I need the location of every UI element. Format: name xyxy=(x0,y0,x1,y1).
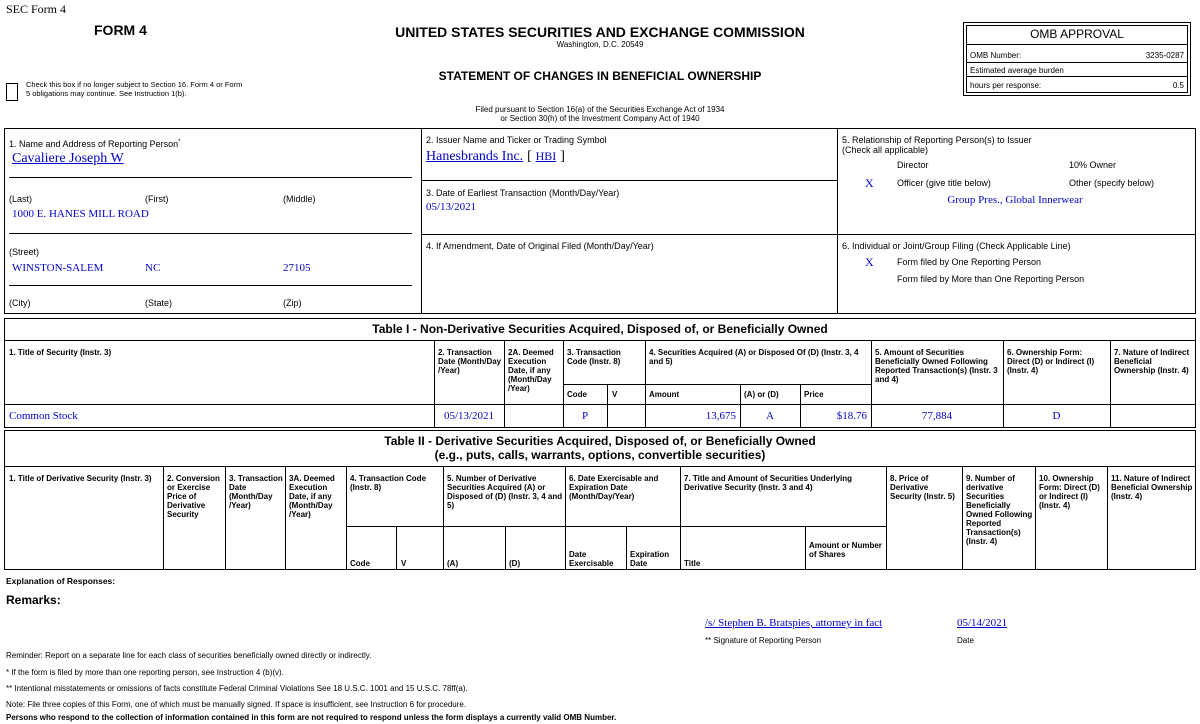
t1-h-amount-owned: 5. Amount of Securities Beneficially Owned Following Reported Transaction(s) (Instr. 3 and 4) xyxy=(875,348,998,384)
agency-address: Washington, D.C. 20549 xyxy=(556,40,644,49)
relationship-label: 5. Relationship of Reporting Person(s) to Issuer xyxy=(842,135,1032,145)
t1-h-code: 3. Transaction Code (Instr. 8) xyxy=(567,348,621,366)
omb-number-label: OMB Number: xyxy=(970,51,1022,60)
note-copies: Note: File three copies of this Form, one of which must be manually signed. If space is insufficient, see Instruction 6 for procedure. xyxy=(6,700,467,709)
note-misstatements: ** Intentional misstatements or omissions of facts constitute Federal Criminal Violations See 18 U.S.C. 1001 and 15 U.S.C. 78ff(a). xyxy=(6,684,468,693)
reporting-person-label: 1. Name and Address of Reporting Person* xyxy=(9,139,181,149)
reporting-person-name-link[interactable]: Cavaliere Joseph W xyxy=(12,151,124,166)
first-label: (First) xyxy=(145,194,169,204)
amendment-label: 4. If Amendment, Date of Original Filed (Month/Day/Year) xyxy=(426,241,654,251)
t2-sub-exercisable: Date Exercisable xyxy=(569,550,614,568)
t1-h-title: 1. Title of Security (Instr. 3) xyxy=(9,348,112,357)
zip-label: (Zip) xyxy=(283,298,302,308)
section16-checkbox-text: Check this box if no longer subject to Section 16. Form 4 or Form 5 obligations may continue. See Instruction 1(b). xyxy=(26,80,243,98)
t1-sub-code: Code xyxy=(567,390,587,399)
omb-number-value: 3235-0287 xyxy=(1145,51,1184,60)
t2-sub-d: (D) xyxy=(509,559,521,568)
t2-h-code: 4. Transaction Code (Instr. 8) xyxy=(350,474,427,492)
statement-title: STATEMENT OF CHANGES IN BENEFICIAL OWNERSHIP xyxy=(438,69,762,83)
street-value: 1000 E. HANES MILL ROAD xyxy=(12,208,149,220)
explanation-label: Explanation of Responses: xyxy=(6,576,116,586)
t2-sub-title: Title xyxy=(684,559,701,568)
t2-h-price: 8. Price of Derivative Security (Instr. 5) xyxy=(890,474,955,501)
director-option: Director xyxy=(897,160,929,170)
filing-check-mark: X xyxy=(865,255,874,269)
state-label: (State) xyxy=(145,298,173,308)
t1-sub-v: V xyxy=(612,390,618,399)
middle-label: (Middle) xyxy=(283,194,316,204)
t1-h-nature: 7. Nature of Indirect Beneficial Ownership (Instr. 4) xyxy=(1114,348,1190,375)
date-label: Date xyxy=(957,636,974,645)
sec-form-label: SEC Form 4 xyxy=(6,2,67,16)
t1-h-ownership-form: 6. Ownership Form: Direct (D) or Indirect (I) (Instr. 4) xyxy=(1007,348,1095,375)
table2-title-1: Table II - Derivative Securities Acquired, Disposed of, or Beneficially Owned xyxy=(384,434,816,448)
t2-sub-v: V xyxy=(401,559,407,568)
state-value: NC xyxy=(145,262,161,274)
t1-row-price: $18.76 xyxy=(836,410,867,422)
officer-check-mark: X xyxy=(865,176,874,190)
signature-link[interactable]: /s/ Stephen B. Bratspies, attorney in fact xyxy=(705,617,883,629)
t2-sub-expiration: Expiration Date xyxy=(630,550,670,568)
earliest-date-value: 05/13/2021 xyxy=(426,201,477,213)
t1-row-form: D xyxy=(1052,410,1061,422)
officer-option: Officer (give title below) xyxy=(897,178,991,188)
other-option: Other (specify below) xyxy=(1069,178,1155,188)
form-title: FORM 4 xyxy=(94,22,147,38)
issuer-name-row xyxy=(426,147,565,165)
t1-row-aord: A xyxy=(766,410,774,422)
street-label: (Street) xyxy=(9,247,40,257)
t1-sub-price: Price xyxy=(804,390,824,399)
t1-row-amount: 13,675 xyxy=(705,410,736,422)
earliest-date-label: 3. Date of Earliest Transaction (Month/Day/Year) xyxy=(426,188,620,198)
filing-one-option: Form filed by One Reporting Person xyxy=(897,257,1042,267)
t1-sub-aord: (A) or (D) xyxy=(744,390,779,399)
signature-label: ** Signature of Reporting Person xyxy=(705,636,822,645)
note-omb: Persons who respond to the collection of information contained in this form are not required to respond unless the form displays a currently valid OMB Number. xyxy=(6,713,617,722)
t1-row-date: 05/13/2021 xyxy=(443,410,495,422)
bracket-open: [ xyxy=(527,149,532,164)
reporting-info-box xyxy=(4,128,1196,314)
relationship-sublabel: (Check all applicable) xyxy=(842,145,929,155)
t2-sub-a: (A) xyxy=(447,559,459,568)
t2-h-number: 5. Number of Derivative Securities Acquired (A) or Disposed of (D) (Instr. 3, 4 and 5) xyxy=(447,474,563,510)
signature-date-link[interactable]: 05/14/2021 xyxy=(957,617,1008,629)
table1-title: Table I - Non-Derivative Securities Acquired, Disposed of, or Beneficially Owned xyxy=(372,322,828,336)
last-label: (Last) xyxy=(9,194,33,204)
filing-label: 6. Individual or Joint/Group Filing (Check Applicable Line) xyxy=(842,241,1071,251)
t2-h-title: 1. Title of Derivative Security (Instr. 3) xyxy=(9,474,152,483)
issuer-name-link[interactable]: Hanesbrands Inc. xyxy=(426,149,524,164)
officer-title: Group Pres., Global Innerwear xyxy=(947,194,1083,206)
t2-h-ownership-form: 10. Ownership Form: Direct (D) or Indirect (I) (Instr. 4) xyxy=(1039,474,1100,510)
remarks-label: Remarks: xyxy=(6,593,61,607)
t1-row-owned: 77,884 xyxy=(921,410,953,422)
hours-label: hours per response: xyxy=(970,81,1042,90)
t1-sub-amount: Amount xyxy=(649,390,680,399)
t2-sub-amount: Amount or Number of Shares xyxy=(809,541,882,559)
t2-h-underlying: 7. Title and Amount of Securities Underlying Derivative Security (Instr. 3 and 4) xyxy=(684,474,853,492)
hours-value: 0.5 xyxy=(1172,81,1184,90)
t2-h-nature: 11. Nature of Indirect Beneficial Ownership (Instr. 4) xyxy=(1111,474,1193,501)
filed-pursuant-2: or Section 30(h) of the Investment Company Act of 1940 xyxy=(500,114,700,123)
t2-h-conversion: 2. Conversion or Exercise Price of Derivative Security xyxy=(167,474,220,519)
ten-percent-owner-option: 10% Owner xyxy=(1069,160,1117,170)
t1-h-deemed: 2A. Deemed Execution Date, if any (Month/Day /Year) xyxy=(508,348,554,393)
t2-h-deemed: 3A. Deemed Execution Date, if any (Month/Day /Year) xyxy=(289,474,335,519)
burden-label: Estimated average burden xyxy=(970,66,1064,75)
filing-more-option: Form filed by More than One Reporting Person xyxy=(897,274,1085,284)
t1-h-date: 2. Transaction Date (Month/Day /Year) xyxy=(438,348,502,375)
issuer-label: 2. Issuer Name and Ticker or Trading Symbol xyxy=(426,135,607,145)
t2-h-owned: 9. Number of derivative Securities Beneficially Owned Following Reported Transaction(s) (Instr. 4) xyxy=(966,474,1033,546)
t2-h-date: 3. Transaction Date (Month/Day /Year) xyxy=(229,474,283,510)
agency-title: UNITED STATES SECURITIES AND EXCHANGE COMMISSION xyxy=(395,24,805,40)
city-value: WINSTON-SALEM xyxy=(12,262,104,274)
reminder-text: Reminder: Report on a separate line for each class of securities beneficially owned directly or indirectly. xyxy=(6,651,372,660)
t2-sub-code: Code xyxy=(350,559,370,568)
t1-row-security: Common Stock xyxy=(9,410,78,422)
filed-pursuant-1: Filed pursuant to Section 16(a) of the Securities Exchange Act of 1934 xyxy=(475,105,725,114)
t1-h-acquired: 4. Securities Acquired (A) or Disposed Of (D) (Instr. 3, 4 and 5) xyxy=(649,348,859,366)
t2-h-exercisable: 6. Date Exercisable and Expiration Date (Month/Day/Year) xyxy=(569,474,659,501)
issuer-ticker-link[interactable]: HBI xyxy=(535,149,557,163)
zip-value: 27105 xyxy=(283,262,311,274)
table2-title-2: (e.g., puts, calls, warrants, options, convertible securities) xyxy=(434,448,766,462)
note-multiple-persons: * If the form is filed by more than one reporting person, see Instruction 4 (b)(v). xyxy=(6,668,284,677)
t1-row-code: P xyxy=(581,410,589,422)
section16-checkbox[interactable] xyxy=(6,83,18,101)
bracket-close: ] xyxy=(560,149,565,164)
omb-title: OMB APPROVAL xyxy=(1030,27,1124,41)
city-label: (City) xyxy=(9,298,31,308)
